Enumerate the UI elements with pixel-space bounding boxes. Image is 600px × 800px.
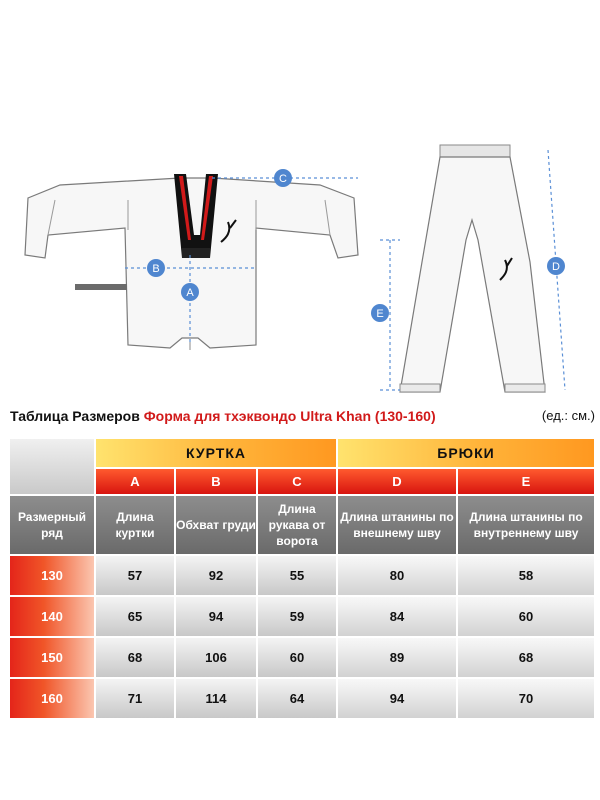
value-cell: 65: [95, 596, 175, 637]
value-cell: 55: [257, 555, 337, 596]
col-desc-c: Длина рукава от ворота: [257, 495, 337, 555]
group-pants: БРЮКИ: [337, 438, 595, 468]
col-letter-a: A: [95, 468, 175, 495]
col-desc-a: Длина куртки: [95, 495, 175, 555]
value-cell: 89: [337, 637, 457, 678]
group-jacket: КУРТКА: [95, 438, 337, 468]
size-cell: 150: [9, 637, 95, 678]
svg-text:E: E: [376, 308, 384, 320]
value-cell: 92: [175, 555, 257, 596]
value-cell: 94: [175, 596, 257, 637]
value-cell: 68: [95, 637, 175, 678]
col-letter-c: C: [257, 468, 337, 495]
col-desc-e: Длина штанины по внутреннему шву: [457, 495, 595, 555]
value-cell: 84: [337, 596, 457, 637]
value-cell: 60: [457, 596, 595, 637]
value-cell: 70: [457, 678, 595, 719]
value-cell: 68: [457, 637, 595, 678]
table-row: [9, 637, 595, 678]
jacket-drawing: [25, 174, 358, 350]
size-table: [8, 437, 596, 720]
col-letter-e: E: [457, 468, 595, 495]
table-row: [9, 678, 595, 719]
marker-c: [274, 169, 292, 187]
table-row: [9, 555, 595, 596]
value-cell: 114: [175, 678, 257, 719]
col-letter-b: B: [175, 468, 257, 495]
title-prefix: Таблица Размеров: [10, 408, 140, 424]
value-cell: 59: [257, 596, 337, 637]
units-label: (ед.: см.): [541, 408, 595, 423]
svg-text:C: C: [279, 173, 287, 185]
value-cell: 58: [457, 555, 595, 596]
size-chart-title: [10, 408, 595, 424]
svg-text:B: B: [152, 263, 160, 275]
title-product: Форма для тхэквондо Ultra Khan (130-160): [143, 408, 436, 424]
value-cell: 60: [257, 637, 337, 678]
value-cell: 80: [337, 555, 457, 596]
col-letter-d: D: [337, 468, 457, 495]
value-cell: 71: [95, 678, 175, 719]
pants-drawing: [400, 145, 545, 392]
size-cell: 160: [9, 678, 95, 719]
svg-text:A: A: [186, 287, 194, 299]
size-label: Размерный ряд: [9, 495, 95, 555]
marker-d: [547, 257, 565, 275]
value-cell: 94: [337, 678, 457, 719]
table-row: [9, 596, 595, 637]
marker-a: [181, 283, 199, 301]
value-cell: 64: [257, 678, 337, 719]
svg-text:D: D: [552, 261, 560, 273]
size-cell: 130: [9, 555, 95, 596]
table-corner: [9, 438, 95, 495]
value-cell: 57: [95, 555, 175, 596]
marker-e: [371, 304, 389, 322]
col-desc-b: Обхват груди: [175, 495, 257, 555]
marker-b: [147, 259, 165, 277]
value-cell: 106: [175, 637, 257, 678]
size-cell: 140: [9, 596, 95, 637]
col-desc-d: Длина штанины по внешнему шву: [337, 495, 457, 555]
